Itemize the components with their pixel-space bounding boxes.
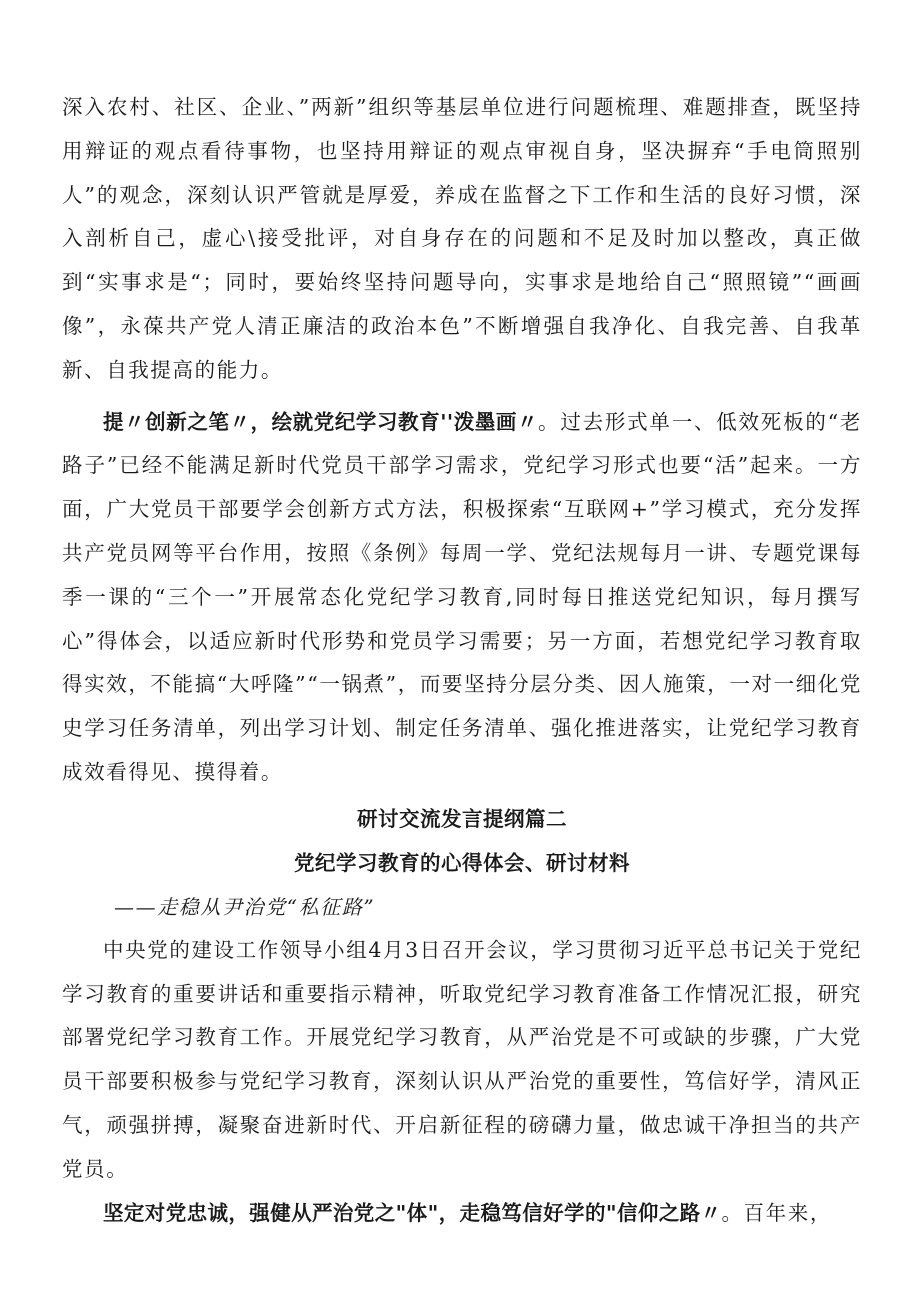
paragraph-lead: 提〃创新之笔〃，绘就党纪学习教育''泼墨画〃: [103, 409, 539, 434]
section-subtitle: 党纪学习教育的心得体会、研讨材料: [294, 850, 630, 875]
paragraph-text: 中央党的建设工作领导小组4月3日召开会议，学习贯彻习近平总书记关于党纪学习教育的重要讲话和重要指示精神，听取党纪学习教育准备工作情况汇报，研究部署党纪学习教育工作。开展党纪学习教育，从严治党是不可或缺的步骤，广大党员干部要积极参与党纪学习教育，深刻认识从严治党的重要性，笃信好学，清风正气，顽强拼搏，凝聚奋进新时代、开启新征程的磅礴力量，做忠诚干净担当的共产党员。: [62, 937, 862, 1181]
paragraph-lead: 坚定对党忠诚，强健从严治党之"体"，走稳笃信好学的"信仰之路〃: [103, 1200, 722, 1225]
body-paragraph: [62, 929, 862, 1192]
section-tagline: ——走稳从尹治党“私征路”: [114, 894, 376, 919]
body-paragraph: [62, 86, 862, 393]
paragraph-text: 深入农村、社区、企业、”两新”组织等基层单位进行问题梳理、难题排查，既坚持用辩证的观点看待事物，也坚持用辩证的观点审视自身，坚决摒弃“手电筒照别人”的观念，深刻认识严管就是厚爱，养成在监督之下工作和生活的良好习惯，深入剖析自己，虚心\接受批评，对自身存在的问题和不足及时加以整改，真正做到“实事求是“；同时，要始终坚持问题导向，实事求是地给自己“照照镜”“画画像”，永葆共产党人清正廉洁的政治本色”不断增强自我净化、自我完善、自我革新、自我提高的能力。: [62, 95, 862, 382]
paragraph-text: 。过去形式单一、低效死板的“老路子”已经不能满足新时代党员干部学习需求，党纪学习形式也要“活”起来。一方面，广大党员干部要学会创新方式方法，积极探索“互联网+”学习模式，充分发挥共产党员网等平台作用，按照《条例》每周一学、党纪法规每月一讲、专题党课每季一课的“三个一”开展常态化党纪学习教育,同时每日推送党纪知识，每月撰写心”得体会，以适应新时代形势和党员学习需要；另一方面，若想党纪学习教育取得实效，不能搞“大呼隆”“一锅煮”，而要坚持分层分类、因人施策，一对一细化党史学习任务清单，列出学习计划、制定任务清单、强化推进落实，让党纪学习教育成效看得见、摸得着。: [62, 409, 862, 784]
body-paragraph: [62, 401, 862, 795]
body-paragraph: [62, 1192, 862, 1236]
section-title: 研讨交流发言提纲篇二: [357, 806, 567, 831]
paragraph-text: 。百年来，: [721, 1200, 832, 1225]
